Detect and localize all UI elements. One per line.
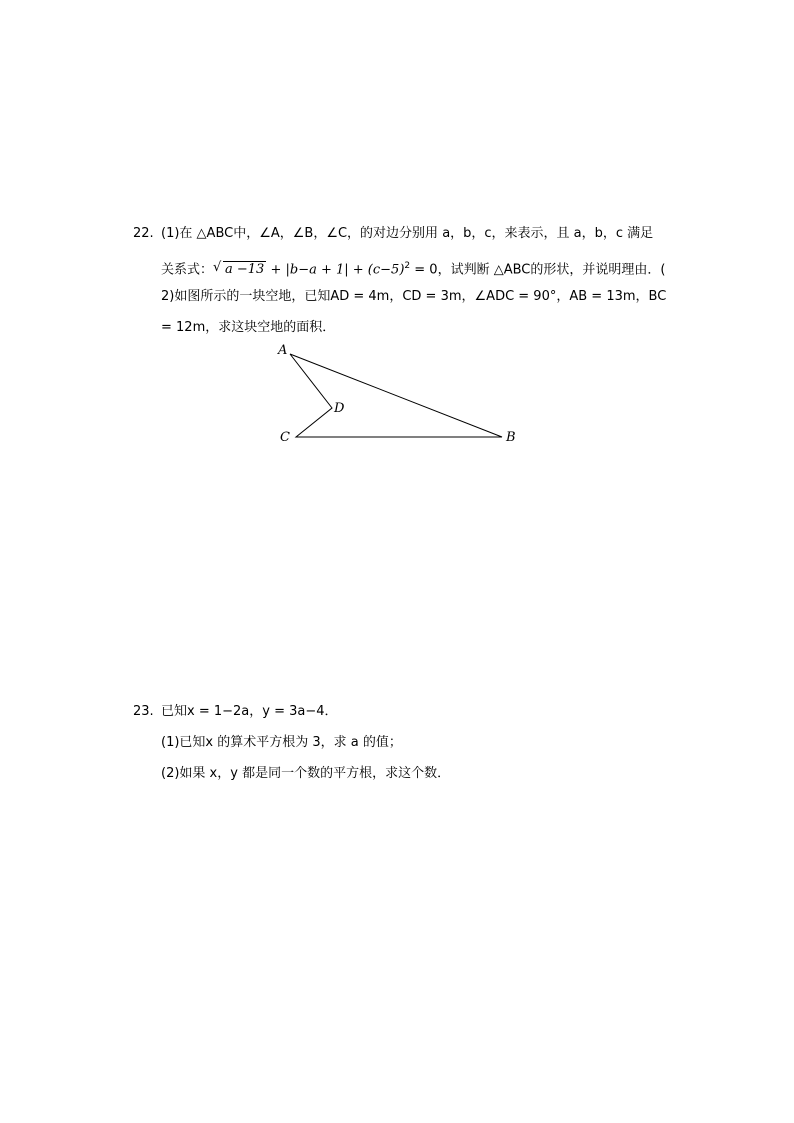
line-2-prefix: 关系式： — [161, 262, 214, 278]
line-2-rest: + |b−a + 1| + (c−5) — [266, 262, 405, 278]
sqrt-radicand: a −13 — [225, 262, 265, 278]
question-23-line-1: 已知x = 1−2a，y = 3a−4． — [161, 704, 338, 719]
quadrilateral-figure — [270, 338, 530, 448]
question-22-line-3: 2)如图所示的一块空地，已知AD = 4m，CD = 3m，∠ADC = 90°，AB = 13m，BC — [161, 289, 667, 304]
question-22-line-4: = 12m，求这块空地的面积． — [161, 320, 336, 335]
question-23-part-1: (1)已知x 的算术平方根为 3，求 a 的值； — [161, 735, 402, 750]
label-c: C — [280, 430, 290, 445]
label-d: D — [334, 401, 345, 416]
label-a: A — [278, 343, 288, 358]
line-2-tail: = 0，试判断 △ABC的形状，并说明理由．( — [410, 262, 666, 278]
sqrt-expression: √ a −13 — [213, 260, 265, 278]
question-22-line-2 — [161, 257, 665, 279]
question-22-line-1: (1)在 △ABC中，∠A，∠B，∠C，的对边分别用 a，b，c，来表示，且 a，b，c 满足 — [161, 226, 654, 241]
question-22-number: 22. — [133, 226, 154, 241]
figure-svg — [270, 338, 530, 448]
label-b: B — [506, 430, 516, 445]
question-23-part-2: (2)如果 x，y 都是同一个数的平方根，求这个数． — [161, 766, 451, 781]
question-23-number: 23. — [133, 704, 154, 719]
shape-outline — [290, 354, 502, 437]
square-exponent: 2 — [404, 261, 411, 271]
